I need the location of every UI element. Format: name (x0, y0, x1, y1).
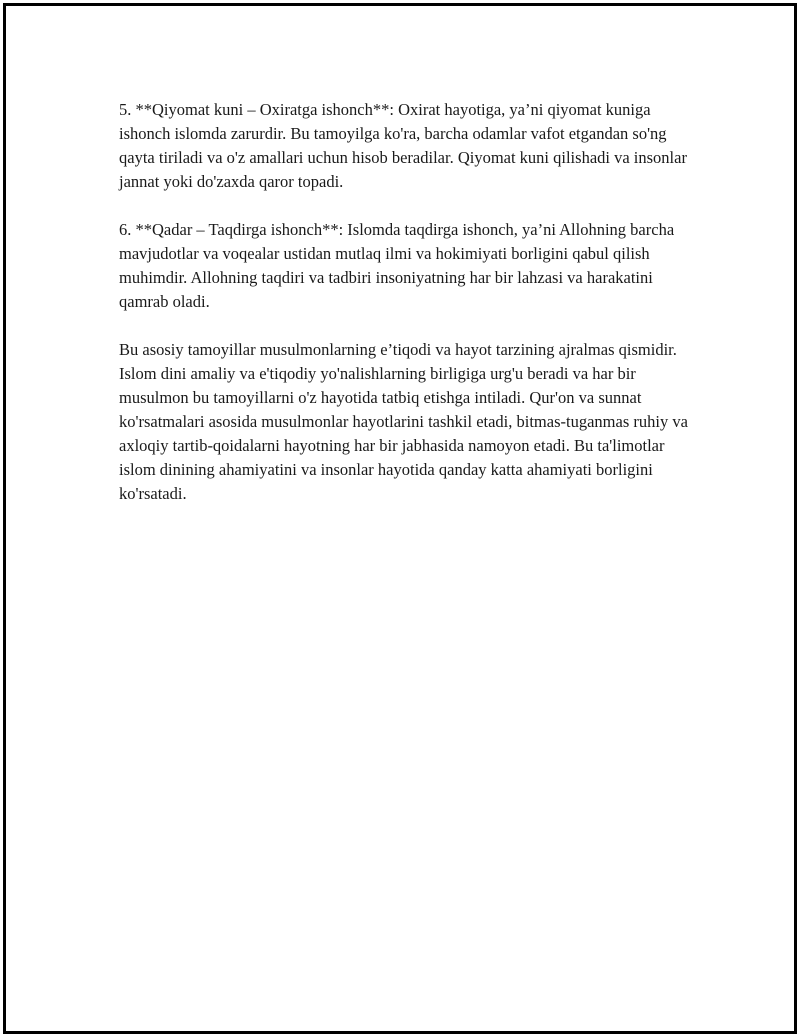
document-body (119, 98, 699, 530)
document-page (3, 3, 797, 1034)
paragraph-qiyomat: 5. **Qiyomat kuni – Oxiratga ishonch**: Oxirat hayotiga, ya’ni qiyomat kuniga ishonch islomda zarurdir. Bu tamoyilga ko'ra, barcha odamlar vafot etgandan so'ng qayta tiriladi va o'z amallari uchun hisob beradilar. Qiyomat kuni qilishadi va insonlar jannat yoki do'zaxda qaror topadi. (119, 100, 687, 191)
paragraph-conclusion: Bu asosiy tamoyillar musulmonlarning e’tiqodi va hayot tarzining ajralmas qismidir. Islom dini amaliy va e'tiqodiy yo'nalishlarning birligiga urg'u beradi va har bir musulmon bu tamoyillarni o'z hayotida tatbiq etishga intiladi. Qur'on va sunnat ko'rsatmalari asosida musulmonlar hayotlarini tashkil etadi, bitmas-tuganmas ruhiy va axloqiy tartib-qoidalarni hayotning har bir jabhasida namoyon etadi. Bu ta'limotlar islom dinining ahamiyatini va insonlar hayotida qanday katta ahamiyati borligini ko'rsatadi. (119, 340, 688, 503)
paragraph-qadar: 6. **Qadar – Taqdirga ishonch**: Islomda taqdirga ishonch, ya’ni Allohning barcha mavjudotlar va voqealar ustidan mutlaq ilmi va hokimiyati borligini qabul qilish muhimdir. Allohning taqdiri va tadbiri insoniyatning har bir lahzasi va harakatini qamrab oladi. (119, 220, 675, 311)
